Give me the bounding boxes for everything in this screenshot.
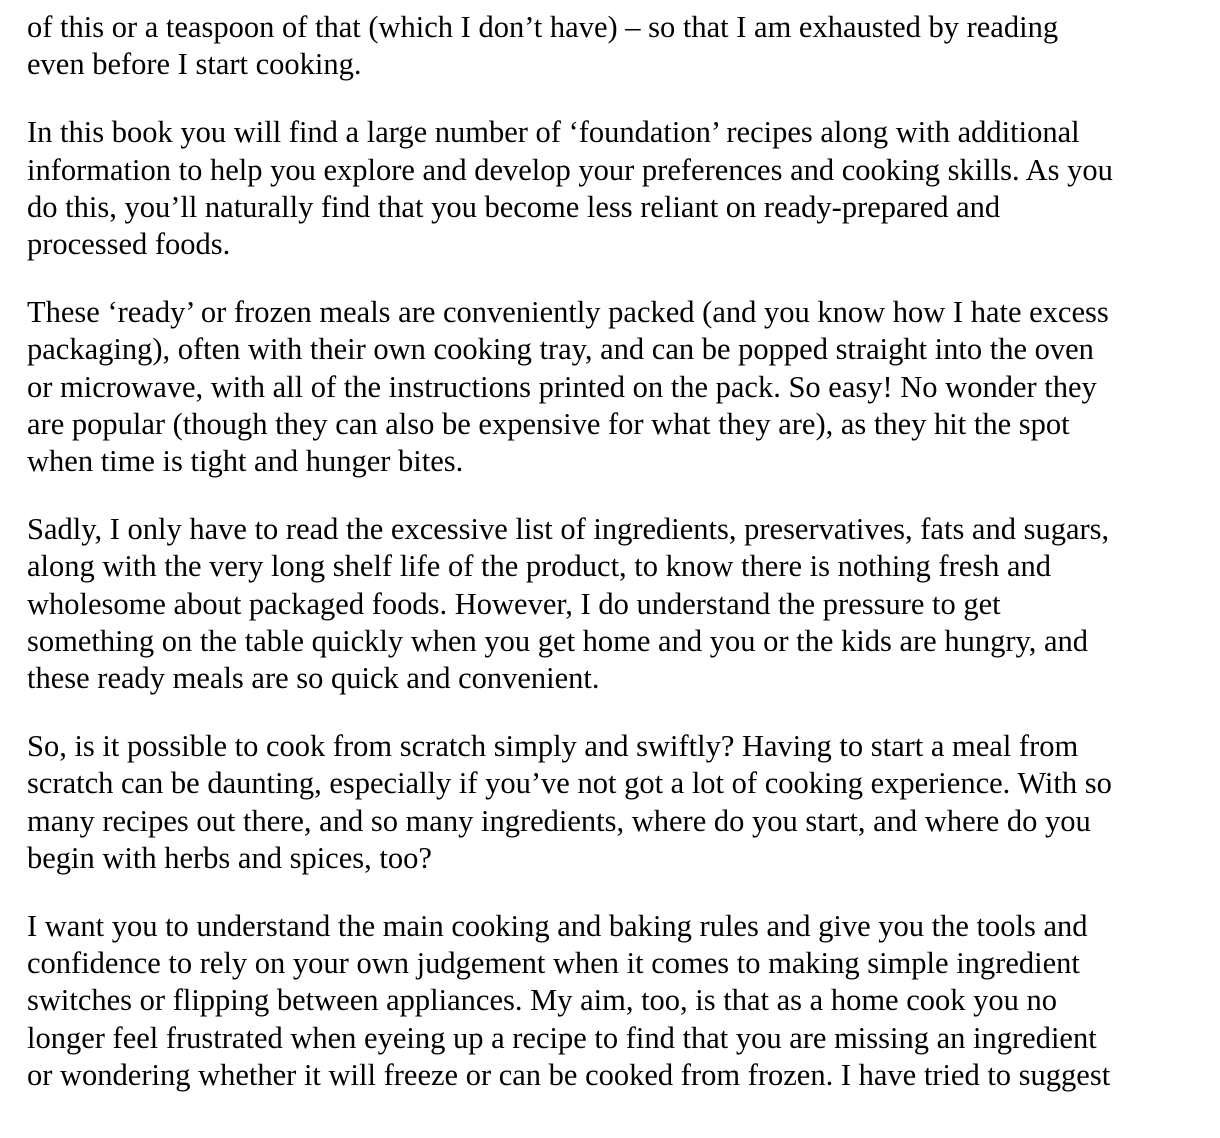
text-line: packaging), often with their own cooking tray, and can be popped straight into the oven xyxy=(27,332,1094,367)
paragraph xyxy=(27,114,1197,263)
paragraph xyxy=(27,728,1197,877)
text-line: longer feel frustrated when eyeing up a recipe to find that you are missing an ingredient xyxy=(27,1020,1097,1055)
text-line: begin with herbs and spices, too? xyxy=(27,840,432,875)
text-line: these ready meals are so quick and convenient. xyxy=(27,661,600,696)
text-line: wholesome about packaged foods. However, I do understand the pressure to get xyxy=(27,586,1001,621)
document-page xyxy=(27,9,1197,1125)
text-line: In this book you will find a large number of ‘foundation’ recipes along with additional xyxy=(27,115,1080,150)
text-line: along with the very long shelf life of the product, to know there is nothing fresh and xyxy=(27,549,1052,584)
text-line: do this, you’ll naturally find that you become less reliant on ready-prepared and xyxy=(27,189,1001,224)
text-line: even before I start cooking. xyxy=(27,47,362,82)
text-line: Sadly, I only have to read the excessive list of ingredients, preservatives, fats and sugars, xyxy=(27,512,1110,547)
text-line: confidence to rely on your own judgement when it comes to making simple ingredient xyxy=(27,946,1080,981)
text-line: switches or flipping between appliances. My aim, too, is that as a home cook you no xyxy=(27,983,1058,1018)
text-line: scratch can be daunting, especially if you’ve not got a lot of cooking experience. With so xyxy=(27,766,1112,801)
text-line: when time is tight and hunger bites. xyxy=(27,444,464,479)
text-line: I want you to understand the main cooking and baking rules and give you the tools and xyxy=(27,909,1088,944)
text-line: something on the table quickly when you get home and you or the kids are hungry, and xyxy=(27,623,1089,658)
text-line: are popular (though they can also be expensive for what they are), as they hit the spot xyxy=(27,406,1070,441)
text-line: or microwave, with all of the instructions printed on the pack. So easy! No wonder they xyxy=(27,369,1097,404)
text-line: many recipes out there, and so many ingredients, where do you start, and where do you xyxy=(27,803,1091,838)
paragraph xyxy=(27,294,1197,480)
text-line: information to help you explore and develop your preferences and cooking skills. As you xyxy=(27,152,1113,187)
text-line: of this or a teaspoon of that (which I don’t have) – so that I am exhausted by reading xyxy=(27,10,1059,44)
paragraph xyxy=(27,511,1197,697)
text-line: or wondering whether it will freeze or can be cooked from frozen. I have tried to suggest xyxy=(27,1057,1111,1092)
text-line: So, is it possible to cook from scratch simply and swiftly? Having to start a meal from xyxy=(27,729,1079,764)
text-line: These ‘ready’ or frozen meals are conveniently packed (and you know how I hate excess xyxy=(27,295,1109,330)
paragraph xyxy=(27,9,1197,83)
paragraph xyxy=(27,908,1197,1094)
text-line: processed foods. xyxy=(27,227,231,262)
